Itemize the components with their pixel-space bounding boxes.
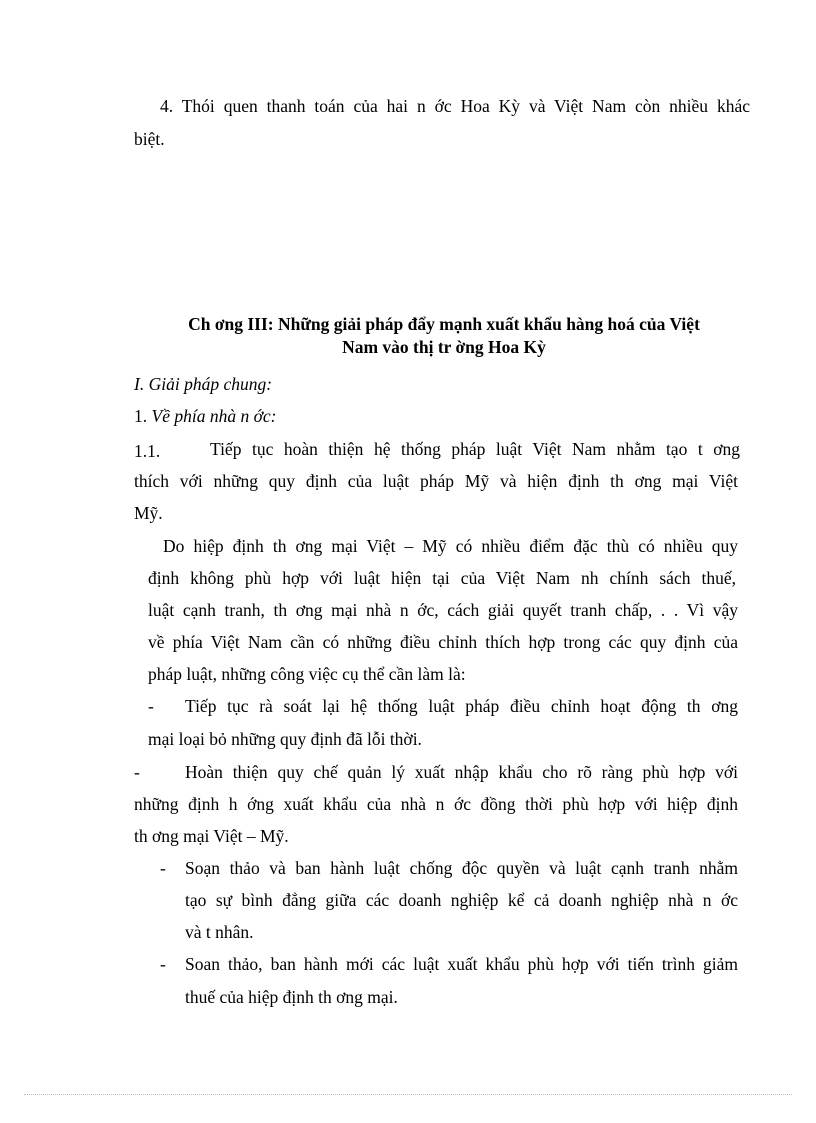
chapter-title-line-1: Ch ơng III: Những giải pháp đẩy mạnh xuất khẩu hàng hoá của Việt bbox=[188, 314, 700, 334]
bullet-dash: - bbox=[160, 858, 166, 878]
chapter-title-line-2: Nam vào thị tr ờng Hoa Kỳ bbox=[342, 337, 546, 357]
bullet-dash: - bbox=[160, 954, 166, 974]
section-heading: I. Giải pháp chung: bbox=[134, 374, 273, 394]
bullet-2-line-1: Hoàn thiện quy chế quản lý xuất nhập khẩu cho rõ ràng phù hợp với bbox=[185, 762, 738, 782]
bullet-4-line-1: Soan thảo, ban hành mới các luật xuất khẩu phù hợp với tiến trình giảm bbox=[185, 954, 738, 974]
subsection-number: 1. bbox=[134, 406, 152, 426]
para-do-line-4: về phía Việt Nam cần có những điều chỉnh thích hợp trong các quy định của bbox=[148, 632, 738, 652]
bullet-4-line-2: thuế của hiệp định th ơng mại. bbox=[185, 987, 398, 1007]
item-1-1-line-3: Mỹ. bbox=[134, 503, 163, 523]
para-do-line-3: luật cạnh tranh, th ơng mại nhà n ớc, cách giải quyết tranh chấp, . . Vì vậy bbox=[148, 600, 738, 620]
bullet-2-line-2: những định h ớng xuất khẩu của nhà n ớc đồng thời phù hợp với hiệp định bbox=[134, 794, 738, 814]
bullet-3-line-2: tạo sự bình đẳng giữa các doanh nghiệp kể cả doanh nghiệp nhà n ớc bbox=[185, 890, 738, 910]
bullet-3-line-3: và t nhân. bbox=[185, 922, 254, 942]
para-habit-line-2: biệt. bbox=[134, 129, 165, 149]
item-number: 1.1. bbox=[134, 441, 161, 461]
bullet-1-line-2: mại loại bỏ những quy định đã lỗi thời. bbox=[148, 729, 422, 749]
bullet-3-line-1: Soạn thảo và ban hành luật chống độc quyền và luật cạnh tranh nhằm bbox=[185, 858, 738, 878]
item-1-1-line-2: thích với những quy định của luật pháp Mỹ và hiện định th ơng mại Việt bbox=[134, 471, 738, 491]
item-1-1-line-1: Tiếp tục hoàn thiện hệ thống pháp luật Việt Nam nhằm tạo t ơng bbox=[210, 439, 740, 459]
page-bottom-divider bbox=[24, 1094, 792, 1095]
subsection-title: Về phía nhà n ớc: bbox=[151, 406, 277, 426]
para-habit-line-1: 4. Thói quen thanh toán của hai n ớc Hoa Kỳ và Việt Nam còn nhiều khác bbox=[160, 96, 750, 116]
bullet-2-line-3: th ơng mại Việt – Mỹ. bbox=[134, 826, 289, 846]
bullet-dash: - bbox=[134, 762, 140, 782]
para-do-line-2: định không phù hợp với luật hiện tại của Việt Nam nh chính sách thuế, bbox=[148, 568, 736, 588]
bullet-dash: - bbox=[148, 696, 154, 716]
para-do-line-5: pháp luật, những công việc cụ thể cần làm là: bbox=[148, 664, 466, 684]
subsection-heading bbox=[134, 405, 277, 427]
bullet-1-line-1: Tiếp tục rà soát lại hệ thống luật pháp điều chỉnh hoạt động th ơng bbox=[185, 696, 738, 716]
para-do-line-1: Do hiệp định th ơng mại Việt – Mỹ có nhiều điểm đặc thù có nhiều quy bbox=[163, 536, 738, 556]
